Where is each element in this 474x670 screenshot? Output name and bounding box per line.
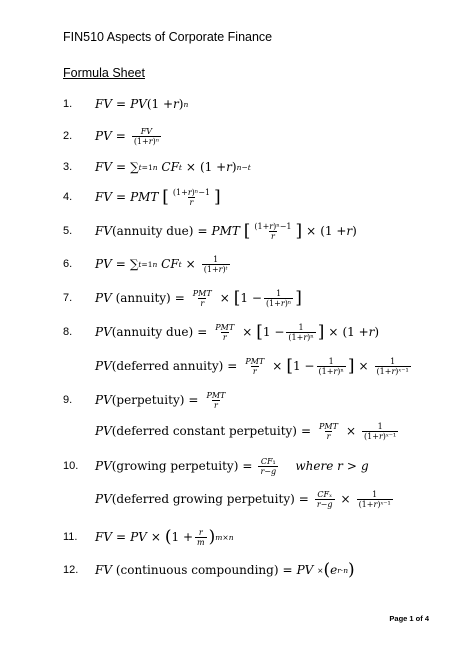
formula-10b: PV (deferred growing perpetuity) = $\frac{\text{CFₓ}}{r-g}$ × $\frac{1}{\text{(1+r)ˣ⁻¹}}$ bbox=[95, 489, 391, 509]
formula-9: PV (perpetuity) = $\frac{\text{PMT}}{r}$ bbox=[95, 390, 226, 410]
formula-4: FV = PMT [ $\frac{\text{(1+r)ⁿ−1}}{r}$ ] bbox=[95, 186, 221, 207]
formula-2: PV = $\frac{FV}{\text{(1+r)ⁿ}}$ bbox=[95, 126, 159, 146]
item-number: 7. bbox=[63, 292, 73, 304]
item-number: 10. bbox=[63, 460, 79, 472]
formula-6: PV = ∑ t=1 n CF t × $\frac{1}{\text{(1+r)ᵗ}}$ bbox=[95, 254, 228, 274]
item-number: 6. bbox=[63, 258, 73, 270]
page-number: Page 1 of 4 bbox=[389, 614, 429, 623]
formula-3: FV = ∑ t=1 n CF t × (1 + r ) n−t bbox=[95, 160, 251, 174]
formula-7: PV (annuity) = $\frac{\text{PMT}}{r}$ × [ 1 − $\frac{1}{\text{(1+r)ⁿ}}$ ] bbox=[95, 287, 302, 308]
formula-11: FV = PV × ( 1 + $\frac{r}{m}$ ) m×n bbox=[95, 526, 234, 547]
sheet-title: Formula Sheet bbox=[63, 66, 145, 80]
item-number: 4. bbox=[63, 191, 73, 203]
item-number: 5. bbox=[63, 225, 73, 237]
formula-9b: PV (deferred constant perpetuity) = $\frac{\text{PMT}}{r}$ × $\frac{1}{\text{(1+r)ˣ⁻¹}}$ bbox=[95, 421, 397, 441]
formula-12: FV (continuous compounding) = PV × ( e r·n ) bbox=[95, 559, 355, 580]
formula-8: PV (annuity due) = $\frac{\text{PMT}}{r}$ × [ 1 − $\frac{1}{\text{(1+r)ⁿ}}$ ] × (1 + r ) bbox=[95, 321, 380, 342]
item-number: 9. bbox=[63, 394, 73, 406]
item-number: 12. bbox=[63, 564, 79, 576]
formula-1: FV = PV (1 + r ) n bbox=[95, 97, 189, 111]
item-number: 2. bbox=[63, 130, 73, 142]
item-number: 1. bbox=[63, 98, 73, 110]
item-number: 11. bbox=[63, 531, 78, 543]
formula-10: PV (growing perpetuity) = $\frac{\text{CF₁}}{r-g}$ where r > g bbox=[95, 456, 369, 476]
item-number: 8. bbox=[63, 326, 73, 338]
formula-8b: PV (deferred annuity) = $\frac{\text{PMT}}{r}$ × [ 1 − $\frac{1}{\text{(1+r)ⁿ}}$ ] × $\frac{1}{\text{(1+r)ˣ⁻¹}}$ bbox=[95, 355, 409, 376]
item-number: 3. bbox=[63, 161, 73, 173]
course-title: FIN510 Aspects of Corporate Finance bbox=[63, 30, 273, 44]
formula-5: FV (annuity due) = PMT [ $\frac{\text{(1+r)ⁿ−1}}{r}$ ] × (1 + r ) bbox=[95, 220, 357, 241]
